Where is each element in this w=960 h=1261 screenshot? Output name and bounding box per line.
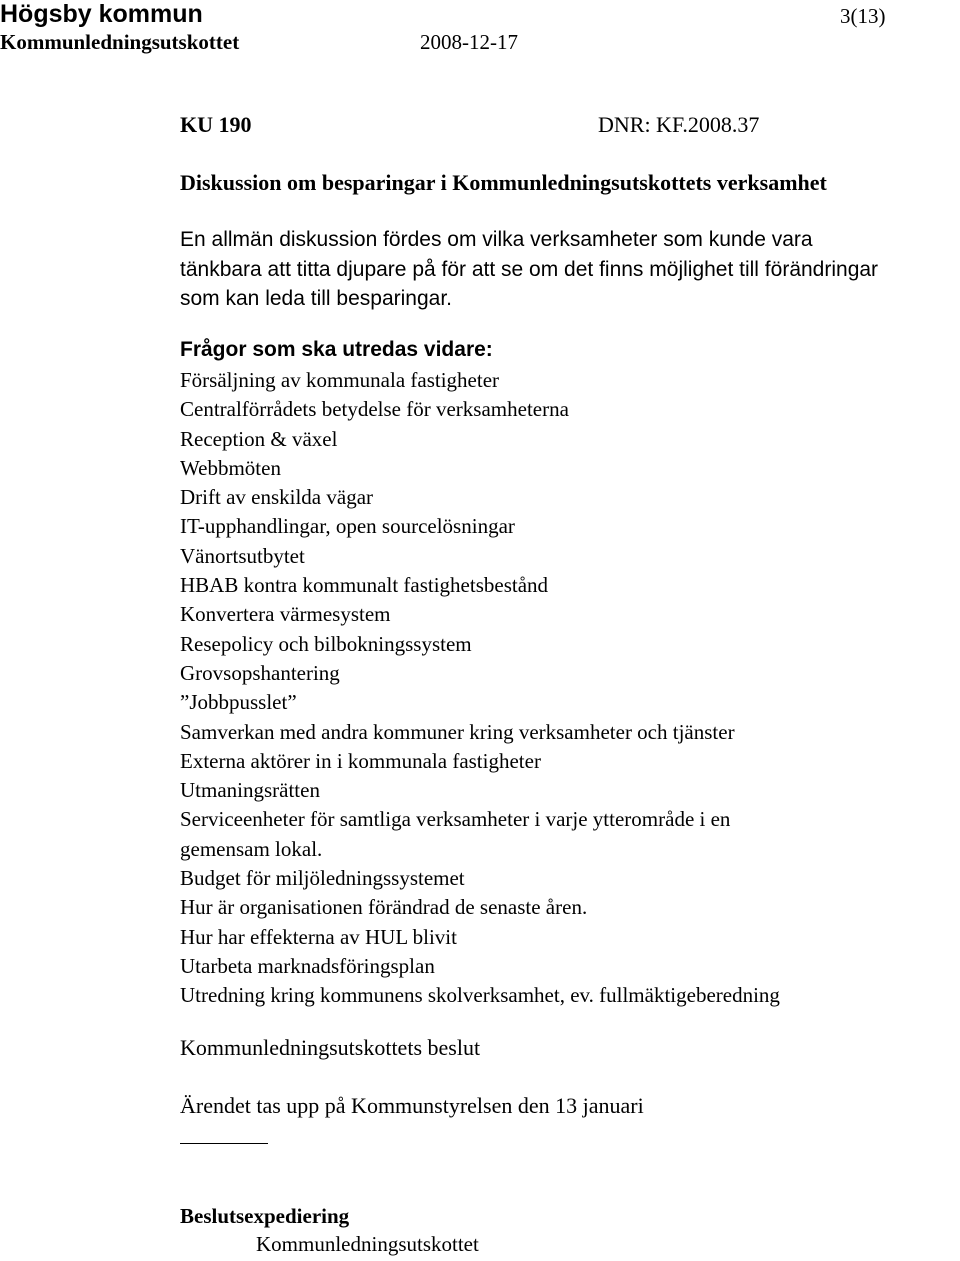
list-item: Drift av enskilda vägar (180, 485, 374, 510)
registration-number: DNR: KF.2008.37 (598, 112, 760, 137)
organization-name: Högsby kommun (0, 0, 203, 28)
list-item: Budget för miljöledningssystemet (180, 866, 465, 891)
divider (180, 1143, 268, 1144)
list-item: Försäljning av kommunala fastigheter (180, 368, 500, 392)
case-number: KU 190 (180, 112, 252, 137)
case-heading: Diskussion om besparingar i Kommunledningsutskottets verksamhet (180, 170, 827, 195)
decision-text: Ärendet tas upp på Kommunstyrelsen den 13 januari (180, 1093, 644, 1118)
list-item: Vänortsutbytet (180, 543, 305, 568)
list-item: Serviceenheter för samtliga verksamheter i varje ytterområde i en (180, 807, 731, 832)
list-item: HBAB kontra kommunalt fastighetsbestånd (180, 573, 549, 598)
list-item: gemensam lokal. (180, 836, 323, 861)
list-item: Resepolicy och bilbokningssystem (180, 631, 472, 656)
list-item: IT-upphandlingar, open sourcelösningar (180, 514, 515, 539)
expedition-recipient: Kommunledningsutskottet (256, 1232, 479, 1256)
intro-paragraph (180, 225, 960, 314)
list-item: ”Jobbpusslet” (180, 690, 297, 715)
meeting-date: 2008-12-17 (420, 30, 518, 54)
list-item: Hur är organisationen förändrad de senaste åren. (180, 895, 588, 920)
list-item: Centralförrådets betydelse för verksamheterna (180, 397, 569, 422)
list-item: Externa aktörer in i kommunala fastigheter (180, 748, 541, 773)
questions-list (180, 366, 780, 1011)
list-item: Reception & växel (180, 426, 338, 451)
committee-name: Kommunledningsutskottet (0, 30, 240, 54)
list-item: Grovsopshantering (180, 660, 340, 685)
list-item: Utmaningsrätten (180, 778, 320, 803)
questions-heading: Frågor som ska utredas vidare: (180, 338, 493, 361)
expedition-heading: Beslutsexpediering (180, 1204, 350, 1228)
intro-line: som kan leda till besparingar. (180, 287, 452, 310)
list-item: Samverkan med andra kommuner kring verksamheter och tjänster (180, 719, 735, 744)
list-item: Konvertera värmesystem (180, 602, 391, 627)
list-item: Hur har effekterna av HUL blivit (180, 924, 457, 949)
list-item: Utarbeta marknadsföringsplan (180, 953, 435, 978)
intro-line: tänkbara att titta djupare på för att se om det finns möjlighet till förändringar (180, 257, 879, 281)
page-number: 3(13) (840, 4, 886, 28)
list-item: Utredning kring kommunens skolverksamhet, ev. fullmäktigeberedning (180, 983, 780, 1008)
list-item: Webbmöten (180, 455, 281, 480)
intro-line: En allmän diskussion fördes om vilka verksamheter som kunde vara (180, 228, 813, 251)
decision-heading: Kommunledningsutskottets beslut (180, 1035, 481, 1060)
